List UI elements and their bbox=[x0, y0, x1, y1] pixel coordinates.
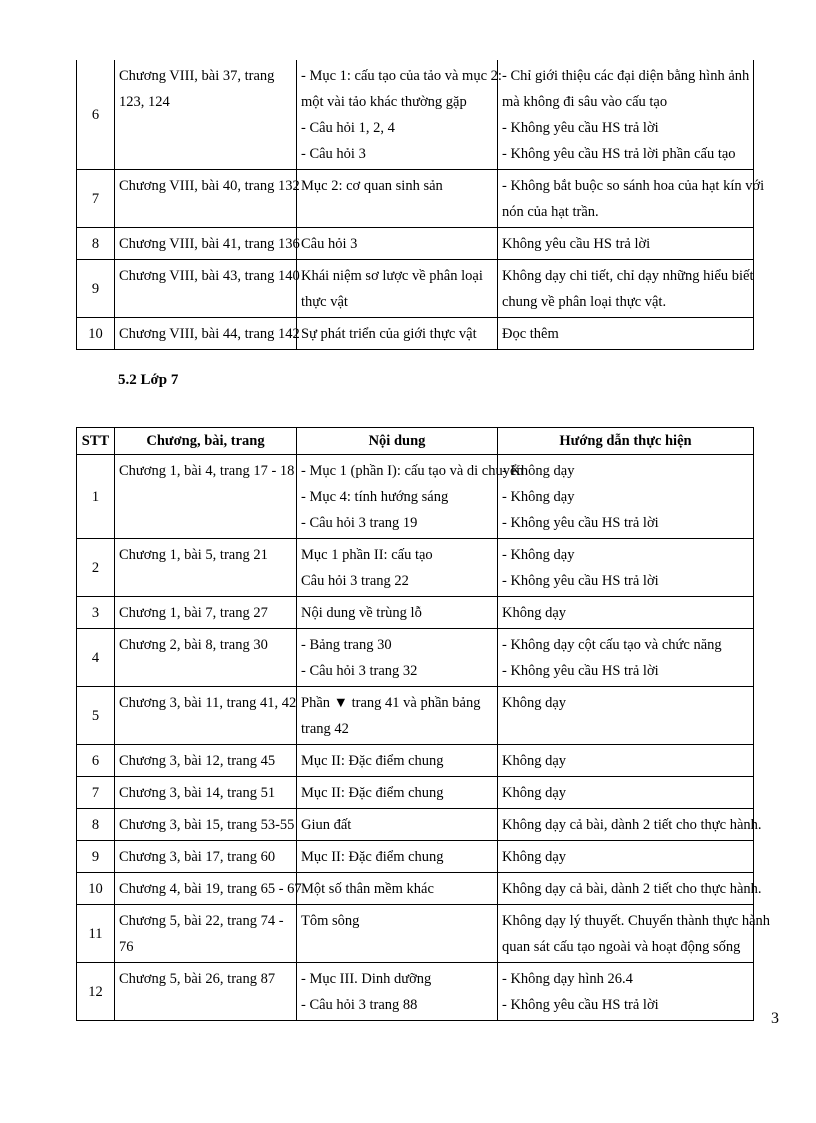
row-number: 4 bbox=[77, 629, 115, 687]
guidance-cell bbox=[498, 809, 762, 841]
cell-line: Chương 3, bài 11, trang 41, 42 bbox=[119, 695, 297, 711]
content-cell bbox=[297, 905, 498, 963]
row-number: 2 bbox=[77, 539, 115, 597]
cell-line: - Câu hỏi 3 trang 88 bbox=[301, 997, 418, 1013]
table-row bbox=[77, 873, 754, 905]
row-number: 8 bbox=[77, 228, 115, 260]
cell-line: - Không dạy bbox=[502, 489, 575, 505]
cell-line: nón của hạt trần. bbox=[502, 204, 599, 220]
content-cell bbox=[297, 228, 498, 260]
cell-line: Câu hỏi 3 bbox=[301, 236, 358, 252]
table-row bbox=[77, 455, 754, 539]
cell-line: Mục 2: cơ quan sinh sản bbox=[301, 178, 443, 194]
chapter-cell bbox=[115, 318, 300, 350]
cell-line: - Không yêu cầu HS trả lời bbox=[502, 997, 659, 1013]
header-stt: STT bbox=[77, 428, 115, 455]
guidance-cell bbox=[498, 745, 754, 777]
guidance-cell bbox=[498, 873, 762, 905]
cell-line: Mục II: Đặc điểm chung bbox=[301, 849, 444, 865]
chapter-cell bbox=[115, 629, 297, 687]
cell-line: Không dạy bbox=[502, 753, 567, 769]
cell-line: thực vật bbox=[301, 294, 348, 310]
row-number: 9 bbox=[77, 841, 115, 873]
table2-header bbox=[77, 428, 754, 455]
cell-line: Chương 3, bài 15, trang 53-55 bbox=[119, 817, 295, 833]
cell-line: Chương VIII, bài 44, trang 142 bbox=[119, 326, 300, 342]
section-heading: 5.2 Lớp 7 bbox=[118, 372, 179, 388]
guidance-cell bbox=[498, 597, 754, 629]
guidance-cell bbox=[498, 629, 754, 687]
cell-line: - Không bắt buộc so sánh hoa của hạt kín với bbox=[502, 178, 765, 194]
cell-line: - Câu hỏi 3 trang 19 bbox=[301, 515, 418, 531]
table-row bbox=[77, 539, 754, 597]
cell-line: - Không dạy bbox=[502, 463, 575, 479]
cell-line: - Mục 1 (phần I): cấu tạo và di chuyển bbox=[301, 463, 524, 479]
table2-body bbox=[77, 455, 771, 1021]
table-row bbox=[77, 905, 754, 963]
row-number: 6 bbox=[77, 60, 115, 170]
chapter-cell bbox=[115, 597, 297, 629]
cell-line: chung về phân loại thực vật. bbox=[502, 294, 667, 310]
cell-line: Câu hỏi 3 trang 22 bbox=[301, 573, 409, 589]
content-cell bbox=[297, 777, 498, 809]
cell-line: - Không yêu cầu HS trả lời bbox=[502, 663, 659, 679]
content-cell bbox=[297, 60, 502, 170]
cell-line: Mục II: Đặc điểm chung bbox=[301, 753, 444, 769]
content-cell bbox=[297, 539, 498, 597]
table-header-row bbox=[77, 428, 754, 455]
table-row bbox=[77, 745, 754, 777]
content-cell bbox=[297, 170, 498, 228]
cell-line: Chương 4, bài 19, trang 65 - 67 bbox=[119, 881, 302, 897]
row-number: 8 bbox=[77, 809, 115, 841]
cell-line: Chương VIII, bài 41, trang 136 bbox=[119, 236, 300, 252]
content-cell bbox=[297, 745, 498, 777]
cell-line: Chương 1, bài 7, trang 27 bbox=[119, 605, 268, 621]
cell-line: - Bảng trang 30 bbox=[301, 637, 392, 653]
cell-line: Chương VIII, bài 40, trang 132 bbox=[119, 178, 300, 194]
table-row bbox=[77, 629, 754, 687]
row-number: 7 bbox=[77, 777, 115, 809]
row-number: 11 bbox=[77, 905, 115, 963]
chapter-cell bbox=[115, 260, 300, 318]
cell-line: - Không dạy bbox=[502, 547, 575, 563]
grade7-guidance-table bbox=[76, 427, 771, 1021]
cell-line: - Câu hỏi 3 trang 32 bbox=[301, 663, 418, 679]
cell-line: Chương 1, bài 5, trang 21 bbox=[119, 547, 268, 563]
chapter-cell bbox=[115, 963, 297, 1021]
chapter-cell bbox=[115, 455, 297, 539]
row-number: 1 bbox=[77, 455, 115, 539]
content-cell bbox=[297, 841, 498, 873]
chapter-cell bbox=[115, 841, 297, 873]
cell-line: Mục 1 phần II: cấu tạo bbox=[301, 547, 433, 563]
cell-line: Không dạy cả bài, dành 2 tiết cho thực hành. bbox=[502, 817, 762, 833]
guidance-cell bbox=[498, 260, 754, 318]
guidance-cell bbox=[498, 841, 754, 873]
row-number: 5 bbox=[77, 687, 115, 745]
table-row bbox=[77, 841, 754, 873]
row-number: 9 bbox=[77, 260, 115, 318]
chapter-cell bbox=[115, 905, 297, 963]
cell-line: Chương 5, bài 22, trang 74 - bbox=[119, 913, 284, 929]
cell-line: Chương VIII, bài 37, trang bbox=[119, 68, 275, 84]
guidance-cell bbox=[498, 228, 754, 260]
content-cell bbox=[297, 687, 498, 745]
cell-line: Chương VIII, bài 43, trang 140 bbox=[119, 268, 300, 284]
table-row bbox=[77, 963, 754, 1021]
cell-line: - Câu hỏi 1, 2, 4 bbox=[301, 120, 395, 136]
content-cell bbox=[297, 963, 498, 1021]
cell-line: Tôm sông bbox=[301, 913, 360, 929]
table-row bbox=[77, 170, 754, 228]
row-number: 10 bbox=[77, 873, 115, 905]
chapter-cell bbox=[115, 745, 297, 777]
row-number: 6 bbox=[77, 745, 115, 777]
cell-line: Chương 1, bài 4, trang 17 - 18 bbox=[119, 463, 295, 479]
content-cell bbox=[297, 873, 498, 905]
cell-line: - Mục III. Dinh dưỡng bbox=[301, 971, 432, 987]
guidance-cell bbox=[498, 963, 754, 1021]
cell-line: - Chỉ giới thiệu các đại diện bằng hình ảnh bbox=[502, 68, 750, 84]
cell-line: quan sát cấu tạo ngoài và hoạt động sống bbox=[502, 939, 741, 955]
table-row bbox=[77, 318, 754, 350]
chapter-cell bbox=[115, 809, 297, 841]
cell-line: 76 bbox=[119, 939, 134, 955]
cell-line: Một số thân mềm khác bbox=[301, 881, 434, 897]
row-number: 10 bbox=[77, 318, 115, 350]
cell-line: Đọc thêm bbox=[502, 326, 559, 342]
cell-line: Giun đất bbox=[301, 817, 352, 833]
cell-line: Chương 2, bài 8, trang 30 bbox=[119, 637, 268, 653]
table-row bbox=[77, 60, 754, 170]
cell-line: Không dạy bbox=[502, 785, 567, 801]
cell-line: Khái niệm sơ lược về phân loại bbox=[301, 268, 483, 284]
cell-line: Chương 5, bài 26, trang 87 bbox=[119, 971, 276, 987]
header-guidance: Hướng dẫn thực hiện bbox=[498, 428, 754, 455]
cell-line: Không dạy chi tiết, chỉ dạy những hiểu biết bbox=[502, 268, 754, 284]
cell-line: mà không đi sâu vào cấu tạo bbox=[502, 94, 668, 110]
guidance-cell bbox=[498, 60, 754, 170]
chapter-cell bbox=[115, 873, 302, 905]
cell-line: - Câu hỏi 3 bbox=[301, 146, 366, 162]
content-cell bbox=[297, 455, 524, 539]
cell-line: Nội dung về trùng lỗ bbox=[301, 605, 422, 621]
chapter-cell bbox=[115, 687, 297, 745]
guidance-cell bbox=[498, 687, 754, 745]
table-row bbox=[77, 260, 754, 318]
content-cell bbox=[297, 597, 498, 629]
cell-line: Chương 3, bài 14, trang 51 bbox=[119, 785, 276, 801]
table-row bbox=[77, 809, 754, 841]
cell-line: 123, 124 bbox=[119, 94, 170, 110]
table1-body bbox=[77, 60, 765, 350]
content-cell bbox=[297, 809, 498, 841]
row-number: 7 bbox=[77, 170, 115, 228]
row-number: 12 bbox=[77, 963, 115, 1021]
chapter-cell bbox=[115, 539, 297, 597]
guidance-cell bbox=[498, 539, 754, 597]
cell-line: - Không yêu cầu HS trả lời bbox=[502, 573, 659, 589]
cell-line: - Mục 1: cấu tạo của tảo và mục 2: bbox=[301, 68, 502, 84]
cell-line: Chương 3, bài 17, trang 60 bbox=[119, 849, 276, 865]
header-content: Nội dung bbox=[297, 428, 498, 455]
table-row bbox=[77, 597, 754, 629]
cell-line: - Không dạy hình 26.4 bbox=[502, 971, 633, 987]
cell-line: Sự phát triển của giới thực vật bbox=[301, 326, 477, 342]
table-row bbox=[77, 228, 754, 260]
content-cell bbox=[297, 318, 498, 350]
content-cell bbox=[297, 260, 498, 318]
cell-line: Phần ▼ trang 41 và phần bảng bbox=[301, 695, 481, 711]
chapter-cell bbox=[115, 170, 300, 228]
cell-line: Chương 3, bài 12, trang 45 bbox=[119, 753, 276, 769]
cell-line: một vài tảo khác thường gặp bbox=[301, 94, 467, 110]
cell-line: Không yêu cầu HS trả lời bbox=[502, 236, 651, 252]
guidance-cell bbox=[498, 318, 754, 350]
cell-line: Không dạy bbox=[502, 605, 567, 621]
cell-line: trang 42 bbox=[301, 721, 349, 737]
guidance-cell bbox=[498, 905, 771, 963]
cell-line: - Không yêu cầu HS trả lời bbox=[502, 120, 659, 136]
cell-line: - Không yêu cầu HS trả lời phần cấu tạo bbox=[502, 146, 736, 162]
cell-line: - Không dạy cột cấu tạo và chức năng bbox=[502, 637, 722, 653]
grade6-guidance-table-continued bbox=[76, 60, 765, 350]
guidance-cell bbox=[498, 170, 765, 228]
cell-line: Không dạy bbox=[502, 695, 567, 711]
chapter-cell bbox=[115, 60, 297, 170]
cell-line: Không dạy lý thuyết. Chuyển thành thực hành bbox=[502, 913, 771, 929]
table-row bbox=[77, 777, 754, 809]
chapter-cell bbox=[115, 228, 300, 260]
page-number: 3 bbox=[771, 1010, 779, 1027]
table-row bbox=[77, 687, 754, 745]
chapter-cell bbox=[115, 777, 297, 809]
guidance-cell bbox=[498, 777, 754, 809]
guidance-cell bbox=[498, 455, 754, 539]
cell-line: Không dạy bbox=[502, 849, 567, 865]
content-cell bbox=[297, 629, 498, 687]
cell-line: - Mục 4: tính hướng sáng bbox=[301, 489, 449, 505]
cell-line: Không dạy cả bài, dành 2 tiết cho thực hành. bbox=[502, 881, 762, 897]
header-chapter: Chương, bài, trang bbox=[115, 428, 297, 455]
cell-line: Mục II: Đặc điểm chung bbox=[301, 785, 444, 801]
cell-line: - Không yêu cầu HS trả lời bbox=[502, 515, 659, 531]
row-number: 3 bbox=[77, 597, 115, 629]
